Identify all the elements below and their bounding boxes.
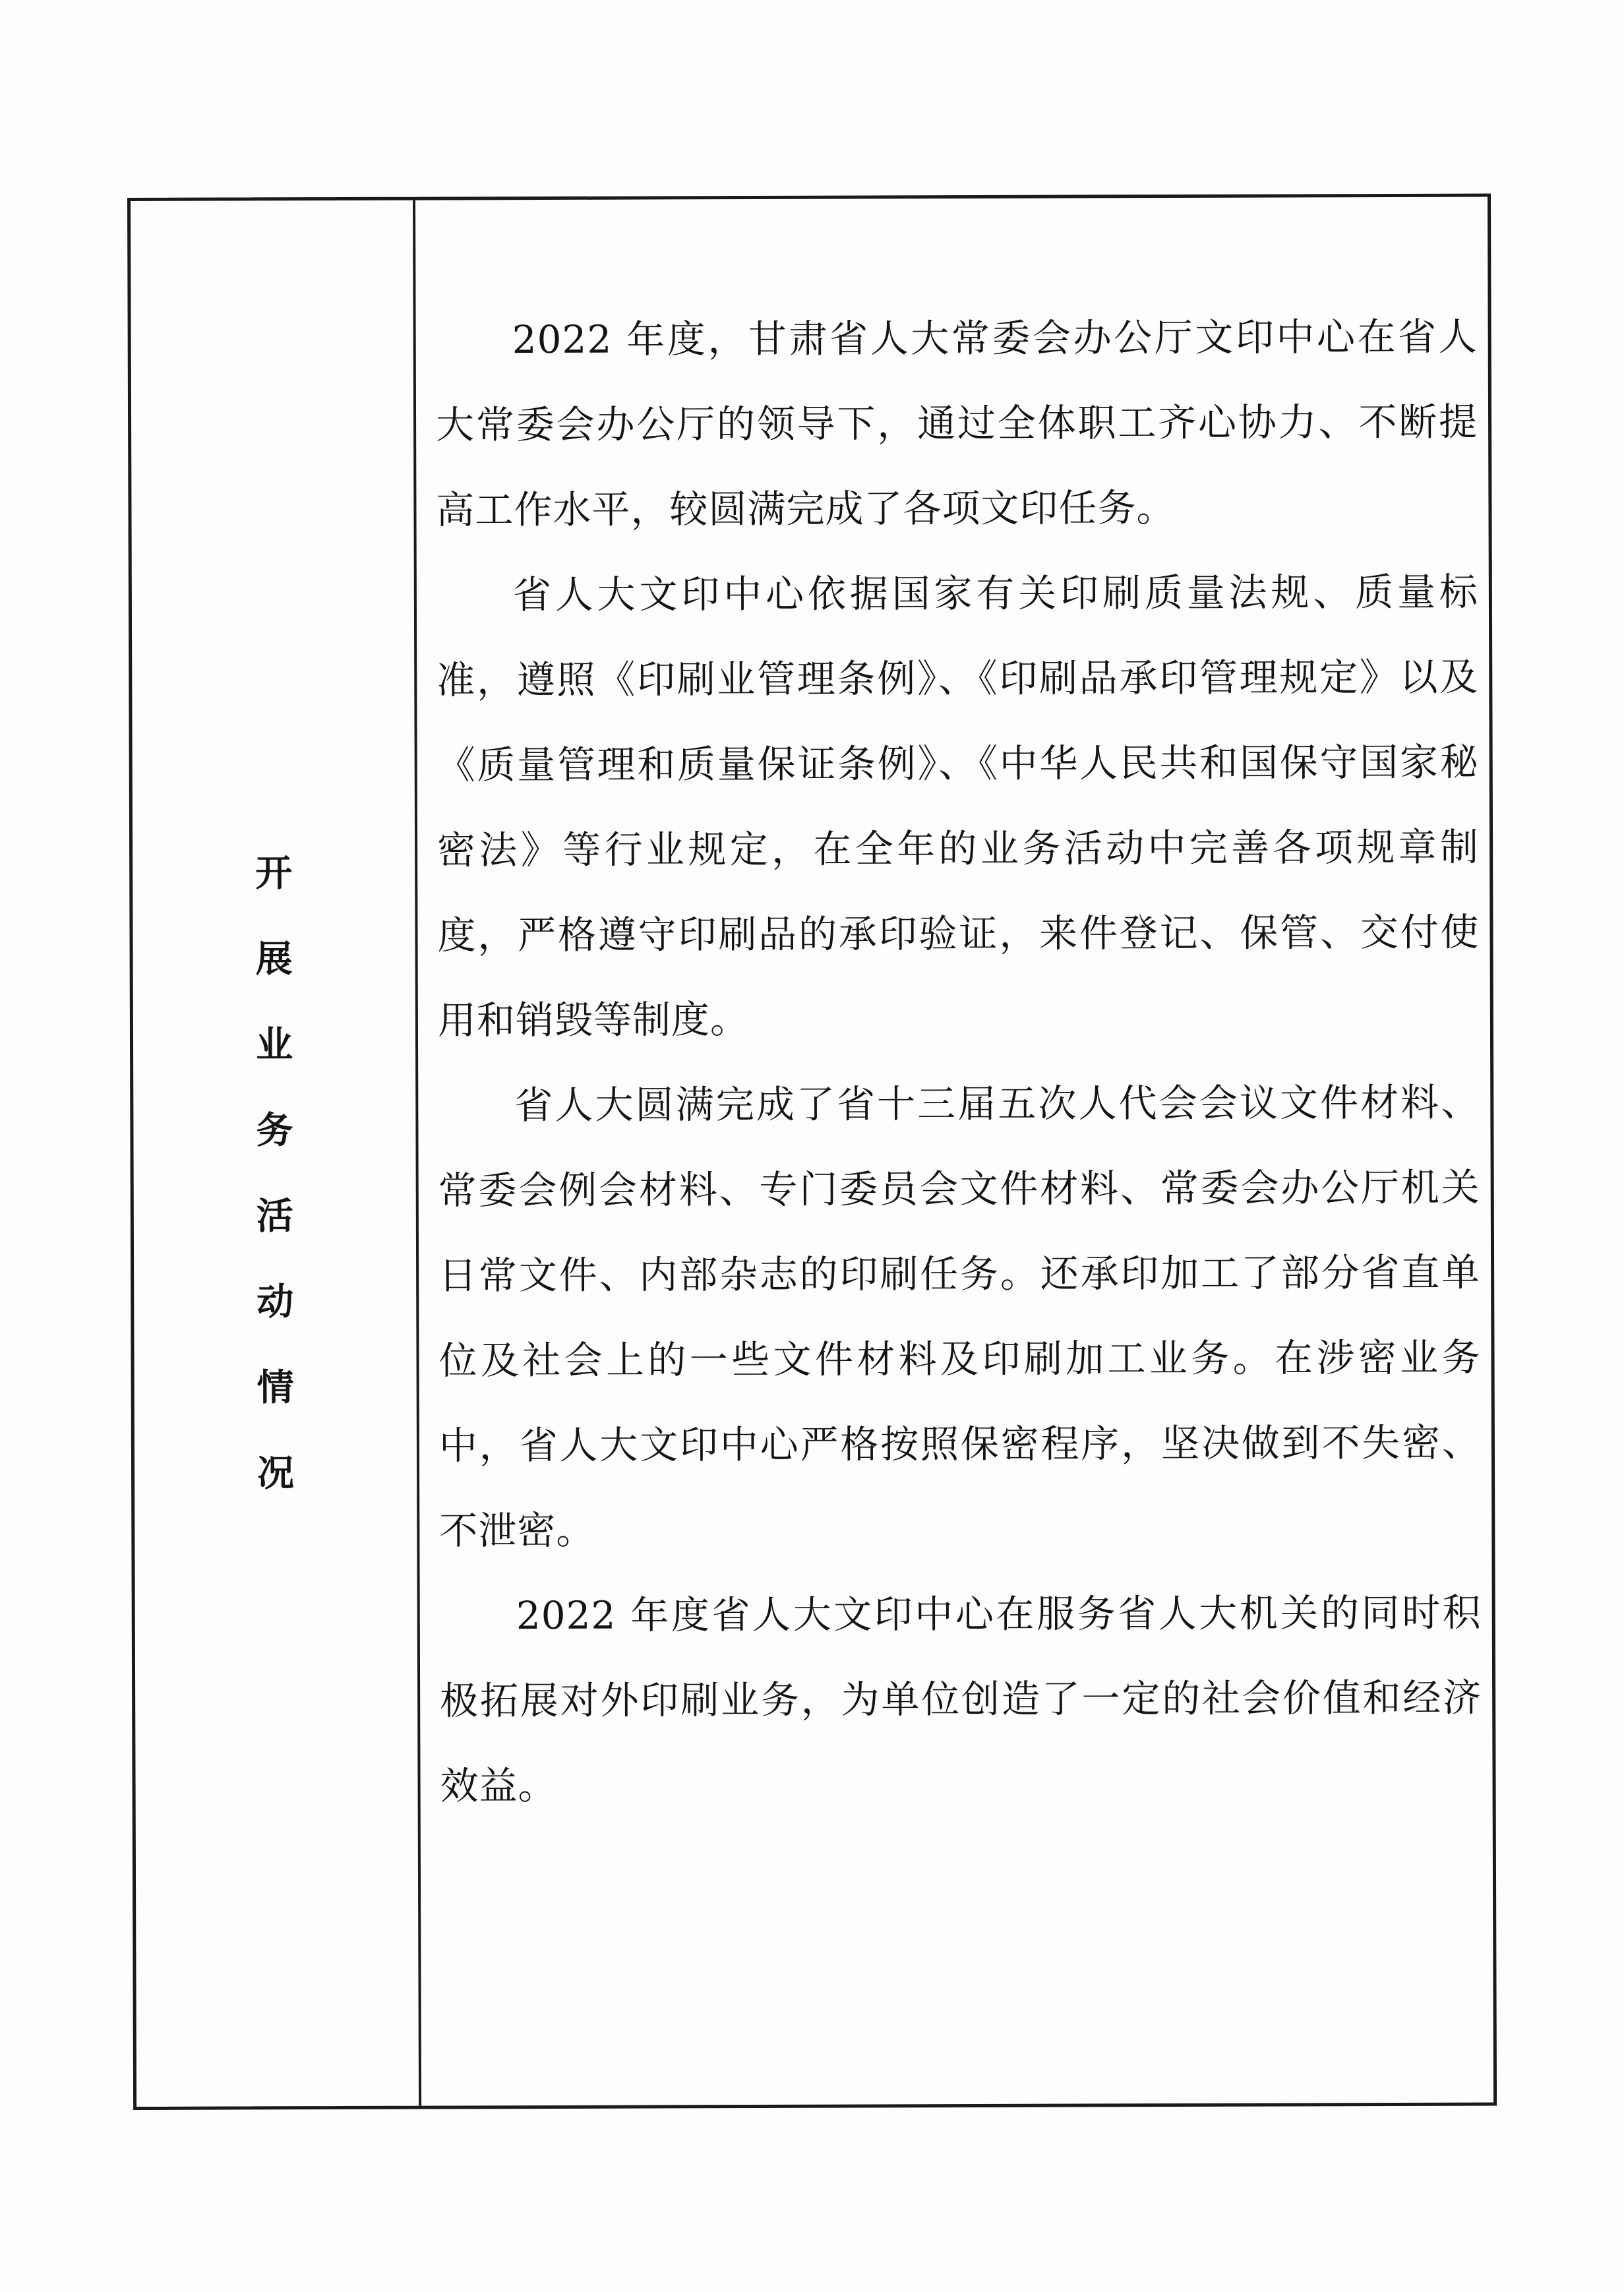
body-paragraph: 省人大圆满完成了省十三届五次人代会会议文件材料、常委会例会材料、专门委员会文件材料、常委会办公厅机关日常文件、内部杂志的印刷任务。还承印加工了部分省直单位及社会上的一些文件材料及印刷加工业务。在涉密业务中，省人大文印中心严格按照保密程序，坚决做到不失密、不泄密。: [438, 1079, 1482, 1553]
section-label-char: 活: [256, 1194, 293, 1238]
section-label-char: 展: [255, 937, 293, 981]
section-label-cell: [131, 200, 421, 2107]
body-paragraph: 2022 年度，甘肃省人大常委会办公厅文印中心在省人大常委会办公厅的领导下，通过全体职工齐心协力、不断提高工作水平，较圆满完成了各项文印任务。: [435, 314, 1478, 533]
section-label-char: 务: [256, 1108, 293, 1153]
body-paragraph: 2022 年度省人大文印中心在服务省人大机关的同时积极拓展对外印刷业务，为单位创造了一定的社会价值和经济效益。: [440, 1590, 1482, 1809]
body-paragraph: 省人大文印中心依据国家有关印刷质量法规、质量标准，遵照《印刷业管理条例》、《印刷品承印管理规定》以及《质量管理和质量保证条例》、《中华人民共和国保守国家秘密法》等行业规定，在全年的业务活动中完善各项规章制度，严格遵守印刷品的承印验证，来件登记、保管、交付使用和销毁等制度。: [436, 569, 1480, 1043]
content-cell: [415, 197, 1493, 2106]
form-table: [127, 194, 1497, 2110]
report-body: [435, 295, 1482, 1829]
section-label-char: 情: [256, 1366, 294, 1410]
section-label: [133, 830, 417, 1517]
section-label-char: 开: [255, 851, 293, 895]
section-label-char: 动: [256, 1280, 294, 1324]
section-label-char: 况: [256, 1451, 295, 1495]
section-label-char: 业: [255, 1023, 293, 1067]
